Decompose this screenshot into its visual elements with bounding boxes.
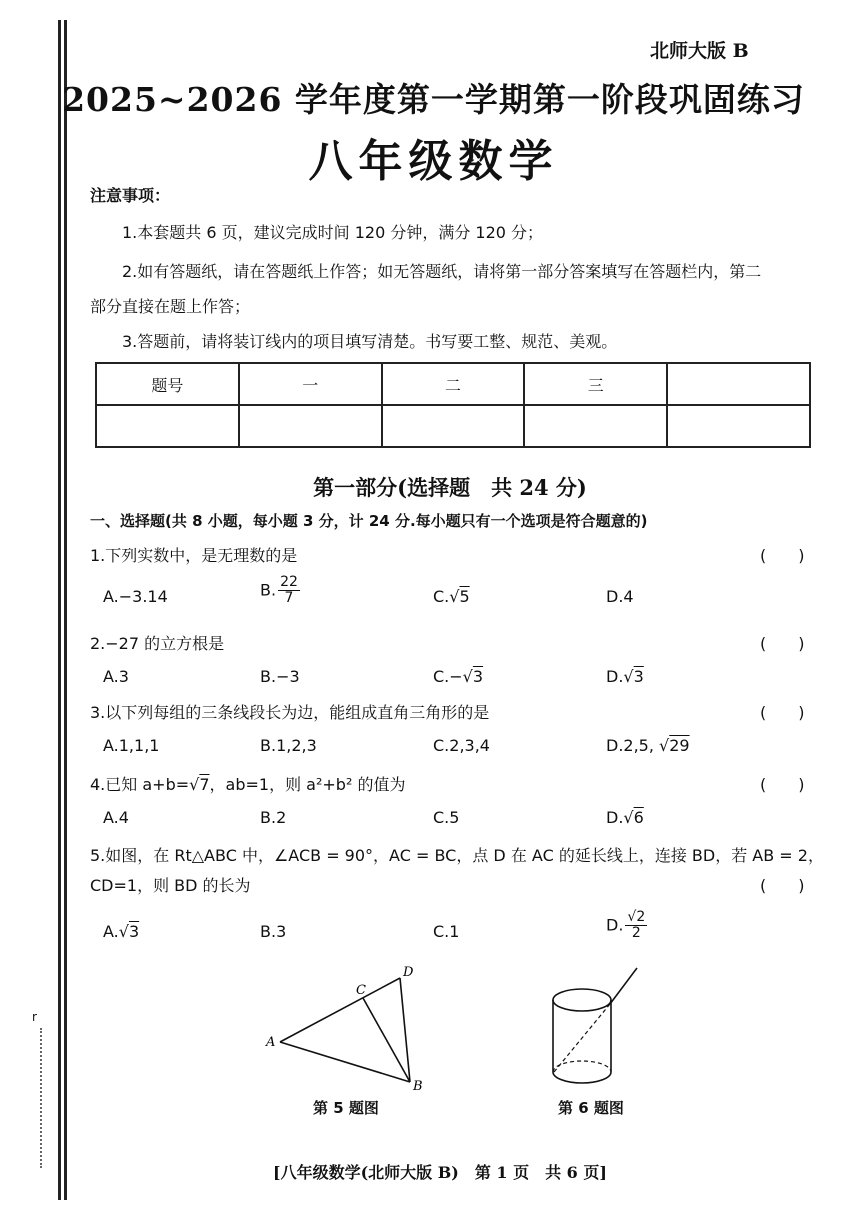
cylinder-bottom-front — [553, 1072, 611, 1083]
radicand: 3 — [633, 667, 644, 686]
figure-5-triangle — [260, 960, 440, 1100]
section-heading: 一、选择题(共 8 小题，每小题 3 分，计 24 分.每小题只有一个选项是符合题意的) — [90, 512, 648, 530]
fraction-denominator: 7 — [284, 590, 294, 607]
figure-5-caption: 第 5 题图 — [313, 1099, 379, 1117]
question-2-option-a: A.3 — [103, 667, 129, 686]
score-cell-part1[interactable] — [239, 405, 382, 447]
score-header-part2: 二 — [382, 363, 525, 405]
question-3-option-b: B.1,2,3 — [260, 736, 317, 755]
question-1-option-d: D.4 — [606, 587, 634, 606]
sqrt-icon: √ — [623, 667, 634, 686]
question-2-option-c — [433, 667, 483, 686]
question-1-option-b — [260, 575, 300, 607]
binding-dots — [40, 1028, 42, 1168]
question-5-option-b: B.3 — [260, 922, 287, 941]
score-table-score-row — [96, 405, 810, 447]
sqrt-icon: √ — [659, 736, 670, 755]
question-3-option-a: A.1,1,1 — [103, 736, 160, 755]
point-label-A: A — [266, 1035, 276, 1050]
binding-line-outer — [58, 20, 61, 1200]
score-cell-part3[interactable] — [524, 405, 667, 447]
question-2-option-d — [606, 667, 644, 686]
radicand: 29 — [669, 736, 690, 755]
question-3-answer-paren[interactable]: ( ) — [760, 703, 805, 722]
question-2-option-d-label: D. — [606, 667, 624, 686]
point-label-C: C — [356, 983, 366, 998]
radicand: 6 — [633, 808, 644, 827]
sqrt-icon: √ — [623, 808, 634, 827]
score-header-part3: 三 — [524, 363, 667, 405]
notes-heading: 注意事项： — [90, 186, 171, 205]
question-1-stem: 1.下列实数中，是无理数的是 — [90, 546, 298, 565]
question-2-answer-paren[interactable]: ( ) — [760, 634, 805, 653]
question-4-stem — [90, 772, 405, 795]
binding-line-inner — [64, 20, 67, 1200]
score-cell-part2[interactable] — [382, 405, 525, 447]
question-5-option-d-fraction — [625, 910, 647, 942]
question-2-option-c-label: C.− — [433, 667, 463, 686]
question-1-answer-paren[interactable]: ( ) — [760, 546, 805, 565]
notes-item-3: 3.答题前，请将装订线内的项目填写清楚。书写要工整、规范、美观。 — [122, 332, 618, 351]
question-2-stem: 2.−27 的立方根是 — [90, 634, 225, 653]
cylinder-top — [553, 989, 611, 1011]
figure-6-caption: 第 6 题图 — [558, 1099, 624, 1117]
question-5-option-a — [103, 922, 139, 941]
question-4-option-c: C.5 — [433, 808, 460, 827]
radicand: 3 — [128, 922, 140, 941]
question-3-stem: 3.以下列每组的三条线段长为边，能组成直角三角形的是 — [90, 703, 490, 722]
radicand: 5 — [459, 587, 470, 606]
rod-inside — [554, 1004, 610, 1072]
notes-item-2-line1: 2.如有答题纸，请在答题纸上作答；如无答题纸，请将第一部分答案填写在答题栏内，第二 — [122, 262, 762, 281]
question-3-option-c: C.2,3,4 — [433, 736, 490, 755]
point-label-B: B — [413, 1079, 423, 1094]
question-1-option-c — [433, 587, 470, 606]
question-1-option-a: A.−3.14 — [103, 587, 168, 606]
question-1-option-b-fraction — [278, 575, 300, 607]
sqrt-icon: √ — [462, 667, 473, 686]
question-4-answer-paren[interactable]: ( ) — [760, 775, 805, 794]
question-3-option-d-label: D.2,5, — [606, 736, 660, 755]
binding-mark: r — [32, 1010, 37, 1024]
sqrt-icon: √ — [189, 775, 200, 794]
question-2-option-b: B.−3 — [260, 667, 300, 686]
question-3-option-d — [606, 736, 690, 755]
fraction-numerator: 22 — [280, 574, 298, 590]
radicand: 7 — [199, 775, 210, 794]
question-1-option-c-label: C. — [433, 587, 450, 606]
sqrt-icon: √ — [449, 587, 460, 606]
point-label-D: D — [403, 965, 414, 980]
question-4-stem-pre: 4.已知 a+b= — [90, 775, 190, 794]
question-5-answer-paren[interactable]: ( ) — [760, 876, 805, 895]
score-table-header-row — [96, 363, 810, 405]
question-5-option-c: C.1 — [433, 922, 460, 941]
question-5-option-d-label: D. — [606, 915, 624, 935]
part1-title: 第一部分(选择题 共 24 分) — [313, 475, 587, 500]
question-4-option-b: B.2 — [260, 808, 287, 827]
cylinder-bottom-back — [553, 1061, 611, 1072]
question-5-stem-line1: 5.如图，在 Rt△ABC 中，∠ACB = 90°，AC = BC，点 D 在 AC 的延长线上，连接 BD，若 AB = 2， — [90, 846, 824, 865]
figure-6-cylinder — [540, 962, 650, 1092]
exam-title: 2025~2026 学年度第一学期第一阶段巩固练习 — [62, 80, 805, 119]
question-5-option-a-label: A. — [103, 922, 119, 941]
rod-outside — [610, 968, 637, 1004]
subject-title: 八年级数学 — [308, 136, 559, 187]
edition-label: 北师大版 B — [650, 40, 749, 62]
question-4-option-d-label: D. — [606, 808, 624, 827]
question-5-stem-line2: CD=1，则 BD 的长为 — [90, 876, 251, 895]
radicand: 3 — [472, 667, 484, 686]
score-cell-total[interactable] — [667, 405, 810, 447]
score-header-part1: 一 — [239, 363, 382, 405]
question-4-option-a: A.4 — [103, 808, 129, 827]
page-footer: [八年级数学(北师大版 B) 第 1 页 共 6 页] — [273, 1163, 607, 1182]
sqrt-icon: √ — [118, 922, 129, 941]
notes-item-1: 1.本套题共 6 页，建议完成时间 120 分钟，满分 120 分； — [122, 223, 544, 242]
score-table — [95, 362, 811, 448]
question-4-option-d — [606, 808, 644, 827]
score-cell-label — [96, 405, 239, 447]
score-header-total — [667, 363, 810, 405]
fraction-denominator: 2 — [631, 925, 641, 942]
question-4-stem-post: ，ab=1，则 a²+b² 的值为 — [209, 775, 406, 794]
score-header-label: 题号 — [96, 363, 239, 405]
question-1-option-b-label: B. — [260, 580, 277, 600]
fraction-numerator: √2 — [627, 909, 646, 925]
notes-item-2-line2: 部分直接在题上作答； — [90, 297, 251, 316]
question-5-option-d — [606, 910, 647, 942]
